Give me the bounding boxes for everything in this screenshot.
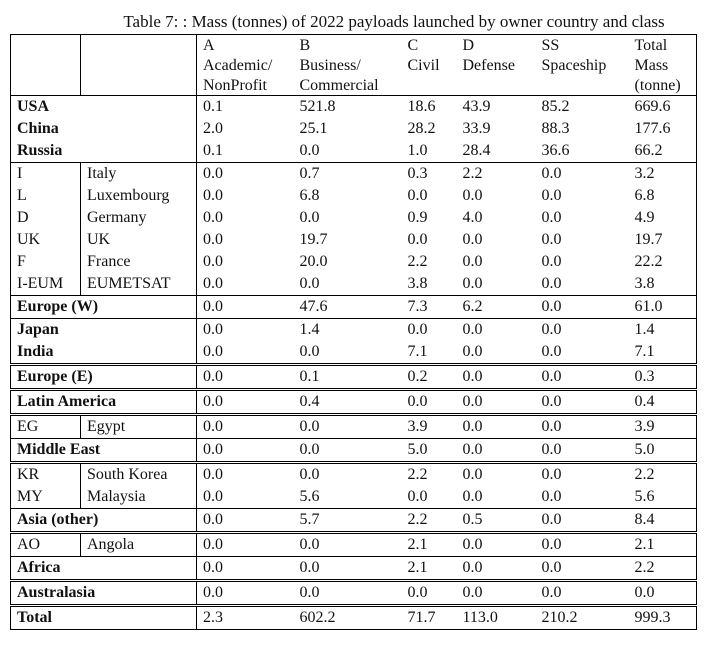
value-cell: 0.0 [407,231,428,248]
value-cell: 0.0 [197,390,294,415]
header-code-cell [11,75,81,96]
value-cell: 6.8 [629,185,697,207]
table-row [11,273,697,296]
value-cell: 3.9 [629,415,697,439]
value-cell: 0.1 [294,365,402,390]
table-row [11,140,697,163]
table-row [11,533,697,557]
value-cell: 0.0 [457,415,536,439]
value-cell: 1.4 [294,319,402,342]
value-cell: 0.0 [407,488,428,505]
value-cell: 0.0 [541,187,562,204]
country-name: France [81,251,197,273]
value-cell: 0.0 [457,365,536,390]
payload-mass-table [10,34,696,630]
value-cell: 669.6 [629,96,697,119]
row-label: Japan [11,319,197,342]
column-header: Civil [407,56,440,74]
value-cell: 71.7 [402,606,457,630]
table-row [11,415,697,439]
value-cell: 5.6 [629,486,697,509]
value-cell: 210.2 [536,606,629,630]
value-cell: 3.8 [629,273,697,296]
value-cell: 0.0 [462,488,483,505]
table-row [11,581,697,606]
table-row [11,319,697,342]
value-cell: 0.0 [197,365,294,390]
value-cell: 2.1 [402,557,457,581]
value-cell: 113.0 [457,606,536,630]
value-cell: 5.6 [299,488,320,505]
value-cell: 0.0 [203,231,223,248]
table-row [11,365,697,390]
row-label: AO [11,533,81,557]
value-cell: 0.0 [299,142,320,159]
value-cell: 0.0 [457,439,536,463]
table-row [11,163,697,186]
value-cell: 4.0 [462,209,483,226]
value-cell: 0.0 [203,488,223,505]
table-row [11,229,697,251]
column-header: Academic/ [203,56,273,74]
value-cell: 19.7 [629,229,697,251]
value-cell: 177.6 [629,118,697,140]
value-cell: 0.0 [536,533,629,557]
row-label: I [11,163,81,186]
row-label: F [11,251,81,273]
value-cell: 0.0 [203,187,223,204]
country-name: Egypt [81,415,197,439]
row-label: MY [11,486,81,509]
value-cell: 1.4 [629,319,697,342]
value-cell: 0.1 [203,142,223,159]
value-cell: 0.0 [541,209,562,226]
value-cell: 0.0 [536,296,629,319]
value-cell: 2.2 [629,557,697,581]
table-row [11,185,697,207]
value-cell: 0.0 [541,488,562,505]
row-label: Africa [11,557,197,581]
value-cell: 0.0 [462,253,483,270]
value-cell: 85.2 [536,96,629,119]
value-cell: 0.0 [629,581,697,606]
value-cell: 2.0 [203,120,223,137]
row-label: USA [11,96,197,119]
header-row [11,75,697,96]
column-header: Total [629,35,697,56]
column-header: B [294,35,402,56]
value-cell: 25.1 [299,120,328,137]
value-cell: 0.0 [294,557,402,581]
value-cell: 0.7 [294,163,402,186]
value-cell: 0.0 [294,581,402,606]
value-cell: 0.3 [402,163,457,186]
row-label: Europe (W) [11,296,197,319]
value-cell: 0.0 [203,253,223,270]
header-name-cell [81,35,197,56]
table-caption [0,12,720,32]
value-cell: 521.8 [294,96,402,119]
value-cell: 0.0 [294,533,402,557]
table-row [11,251,697,273]
row-label: UK [11,229,81,251]
header-code-cell [11,55,81,75]
value-cell: 2.2 [402,509,457,533]
column-header: Commercial [299,76,379,94]
country-name: Italy [81,163,197,186]
table-row [11,606,697,630]
row-label: Australasia [11,581,197,606]
value-cell: 0.2 [402,365,457,390]
value-cell: 2.1 [402,533,457,557]
column-header [402,75,457,96]
value-cell: 0.5 [457,509,536,533]
value-cell: 18.6 [402,96,457,119]
column-header: A [197,35,294,56]
row-label: EG [11,415,81,439]
value-cell: 0.0 [197,509,294,533]
value-cell: 0.0 [536,439,629,463]
value-cell: 0.0 [197,439,294,463]
header-code-cell [11,35,81,56]
column-header: Business/ [299,56,361,74]
table-caption-text: Table 7: : Mass (tonnes) of 2022 payloads launched by owner country and class [123,12,665,31]
value-cell: 0.0 [462,275,483,292]
country-name: Angola [81,533,197,557]
row-label: I-EUM [11,273,81,296]
value-cell: 0.0 [541,231,562,248]
column-header: Defense [462,56,515,74]
row-label: Russia [11,140,197,163]
value-cell: 0.0 [402,390,457,415]
value-cell: 0.0 [457,557,536,581]
value-cell: 0.0 [294,415,402,439]
value-cell: 0.0 [299,275,320,292]
value-cell: 28.2 [407,120,436,137]
value-cell: 5.7 [294,509,402,533]
value-cell: 19.7 [299,231,328,248]
value-cell: 61.0 [629,296,697,319]
column-header: D [457,35,536,56]
table-row [11,463,697,487]
header-name-cell [81,75,197,96]
value-cell: 999.3 [629,606,697,630]
row-label: L [11,185,81,207]
value-cell: 0.3 [629,365,697,390]
country-name: Germany [81,207,197,229]
row-label: China [11,118,197,140]
country-name: UK [81,229,197,251]
country-name: Luxembourg [81,185,197,207]
column-header: C [402,35,457,56]
value-cell: 0.0 [294,463,402,487]
value-cell: 0.0 [203,275,223,292]
value-cell: 0.0 [197,557,294,581]
value-cell: 0.0 [457,581,536,606]
value-cell: 0.0 [457,533,536,557]
header-name-cell [81,55,197,75]
table-row [11,390,697,415]
value-cell: 28.4 [462,142,491,159]
value-cell: 0.0 [299,343,320,360]
value-cell: 0.0 [457,390,536,415]
value-cell: 0.0 [536,390,629,415]
value-cell: 7.1 [407,343,428,360]
value-cell: 0.0 [197,319,294,342]
value-cell: 0.4 [294,390,402,415]
value-cell: 0.0 [402,581,457,606]
value-cell: 4.9 [629,207,697,229]
row-label: Europe (E) [11,365,197,390]
table-row [11,96,697,119]
value-cell: 1.0 [407,142,428,159]
value-cell: 43.9 [457,96,536,119]
table-row [11,118,697,140]
country-name: Malaysia [81,486,197,509]
value-cell: 88.3 [541,120,570,137]
value-cell: 0.0 [536,581,629,606]
value-cell: 66.2 [629,140,697,163]
value-cell: 0.0 [299,209,320,226]
value-cell: 0.0 [541,275,562,292]
value-cell: 6.8 [299,187,320,204]
value-cell: 0.0 [203,343,223,360]
value-cell: 0.0 [457,463,536,487]
row-label: D [11,207,81,229]
value-cell: 5.0 [402,439,457,463]
value-cell: 2.2 [407,253,428,270]
value-cell: 0.0 [294,439,402,463]
value-cell: 2.2 [629,463,697,487]
value-cell: 0.0 [197,163,294,186]
table-row [11,509,697,533]
value-cell: 8.4 [629,509,697,533]
row-label: Middle East [11,439,197,463]
table-row [11,557,697,581]
column-header: Mass [629,55,697,75]
country-name: South Korea [81,463,197,487]
value-cell: 33.9 [462,120,491,137]
country-name: EUMETSAT [81,273,197,296]
column-header: (tonne) [629,75,697,96]
value-cell: 602.2 [294,606,402,630]
row-label: Asia (other) [11,509,197,533]
table-row [11,486,697,509]
value-cell: 0.0 [197,533,294,557]
value-cell: 0.0 [407,187,428,204]
value-cell: 0.0 [203,209,223,226]
column-header: NonProfit [203,76,267,94]
row-label: Total [11,606,197,630]
value-cell: 0.1 [197,96,294,119]
value-cell: 5.0 [629,439,697,463]
column-header: Spaceship [541,56,607,74]
value-cell: 3.2 [629,163,697,186]
value-cell: 20.0 [299,253,328,270]
value-cell: 0.0 [541,253,562,270]
value-cell: 0.9 [407,209,428,226]
value-cell: 2.2 [457,163,536,186]
table-row [11,439,697,463]
row-label: Latin America [11,390,197,415]
value-cell: 0.0 [197,296,294,319]
header-row [11,55,697,75]
table-row [11,341,697,365]
header-row [11,35,697,56]
value-cell: 0.0 [197,463,294,487]
column-header [536,75,629,96]
value-cell: 0.0 [536,319,629,342]
value-cell: 0.0 [541,343,562,360]
value-cell: 0.0 [536,415,629,439]
row-label: KR [11,463,81,487]
table-row [11,296,697,319]
value-cell: 2.1 [629,533,697,557]
row-label: India [11,341,197,365]
value-cell: 0.0 [462,231,483,248]
value-cell: 0.0 [462,343,483,360]
value-cell: 0.0 [197,415,294,439]
value-cell: 3.8 [407,275,428,292]
value-cell: 2.3 [197,606,294,630]
table-row [11,207,697,229]
value-cell: 36.6 [541,142,570,159]
value-cell: 0.0 [536,463,629,487]
value-cell: 47.6 [294,296,402,319]
value-cell: 3.9 [402,415,457,439]
value-cell: 0.0 [402,319,457,342]
value-cell: 6.2 [457,296,536,319]
value-cell: 0.0 [536,365,629,390]
value-cell: 0.0 [536,509,629,533]
value-cell: 2.2 [402,463,457,487]
value-cell: 0.0 [536,163,629,186]
value-cell: 0.4 [629,390,697,415]
column-header [457,75,536,96]
column-header: SS [536,35,629,56]
value-cell: 0.0 [457,319,536,342]
value-cell: 0.0 [197,581,294,606]
value-cell: 0.0 [536,557,629,581]
value-cell: 7.3 [402,296,457,319]
value-cell: 7.1 [629,341,697,365]
value-cell: 0.0 [462,187,483,204]
value-cell: 22.2 [629,251,697,273]
